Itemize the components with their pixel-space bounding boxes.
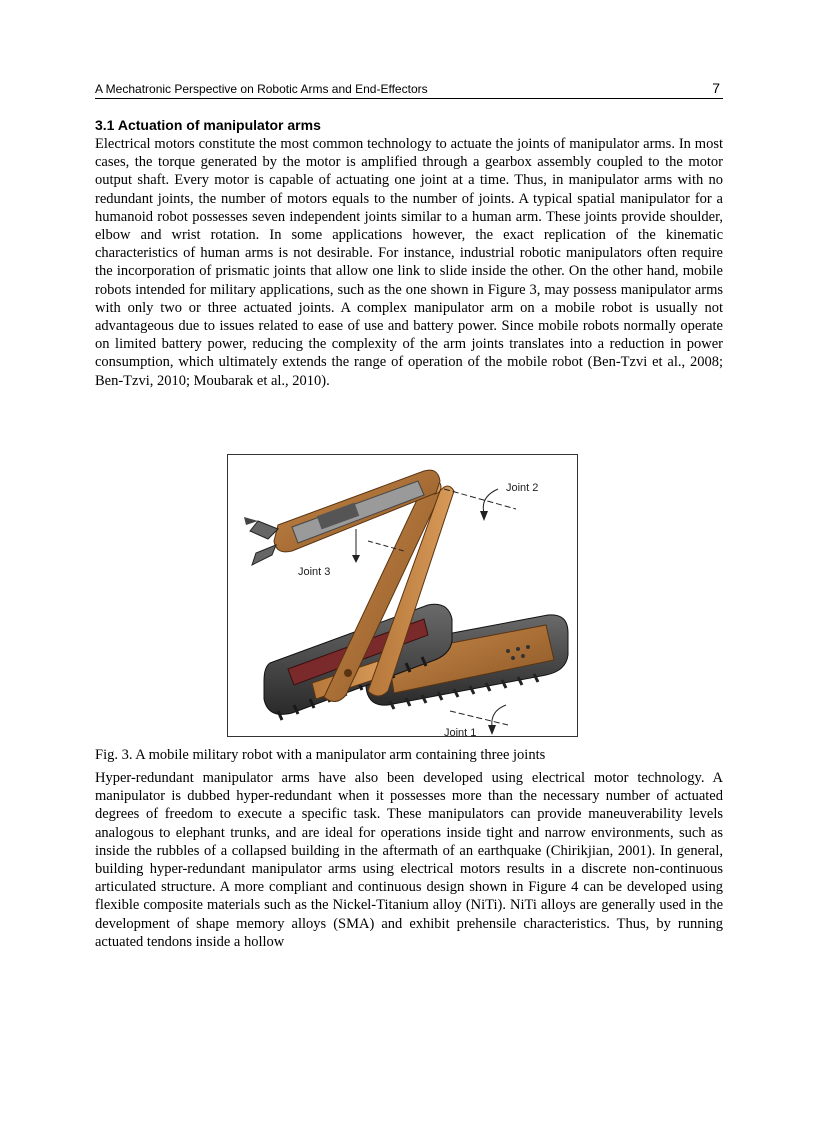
- joint-2-label: Joint 2: [506, 482, 539, 494]
- page-number: 7: [712, 80, 720, 96]
- joint-1-label: Joint 1: [444, 727, 477, 738]
- figure-3-frame: [227, 454, 578, 737]
- header-title: A Mechatronic Perspective on Robotic Arms and End-Effectors: [95, 82, 428, 96]
- running-header: [95, 80, 723, 99]
- robot-illustration: [228, 455, 579, 738]
- body-paragraph-1: Electrical motors constitute the most common technology to actuate the joints of manipulator arms. In most cases, the torque generated by the motor is amplified through a gearbox assembly coupled to the motor output shaft. Every motor is capable of actuating one joint at a time. Thus, in manipulator arms with no redundant joints, the number of motors equals to the number of joints. A typical spatial manipulator for a humanoid robot possesses seven independent joints similar to a human arm. These joints provide shoulder, elbow and wrist rotation. In some applications however, the exact replication of the kinematic characteristics of human arms is not desirable. For instance, industrial robotic manipulators often require the incorporation of prismatic joints that allow one link to slide inside the other. On the other hand, mobile robots intended for military applications, such as the one shown in Figure 3, may possess manipulator arms with only two or three actuated joints. A complex manipulator arm on a mobile robot is usually not advantageous due to issues related to ease of use and battery power. Since mobile robots normally operate on limited battery power, reducing the complexity of the arm joints translates into a reduction in power consumption, which ultimately extends the range of operation of the mobile robot (Ben-Tzvi et al., 2008; Ben-Tzvi, 2010; Moubarak et al., 2010).: [95, 136, 723, 389]
- figure-caption: Fig. 3. A mobile military robot with a manipulator arm containing three joints: [95, 747, 546, 763]
- body-paragraph-2: Hyper-redundant manipulator arms have also been developed using electrical motor technology. A manipulator is dubbed hyper-redundant when it possesses more than the necessary number of actuated degrees of freedom to execute a specific task. These manipulators can provide maneuverability levels analogous to elephant trunks, and are ideal for operations inside tight and narrow environments, such as inside the rubbles of a collapsed building in the aftermath of an earthquake (Chirikjian, 2001). In general, building hyper-redundant manipulator arms using electrical motors results in a discrete non-continuous articulated structure. A more compliant and continuous design shown in Figure 4 can be developed using flexible composite materials such as the Nickel-Titanium alloy (NiTi). NiTi alloys are generally used in the development of shape memory alloys (SMA) and exhibit prehensile characteristics. Thus, by running actuated tendons inside a hollow: [95, 770, 723, 950]
- section-heading: 3.1 Actuation of manipulator arms: [95, 117, 321, 133]
- joint-3-label: Joint 3: [298, 566, 331, 578]
